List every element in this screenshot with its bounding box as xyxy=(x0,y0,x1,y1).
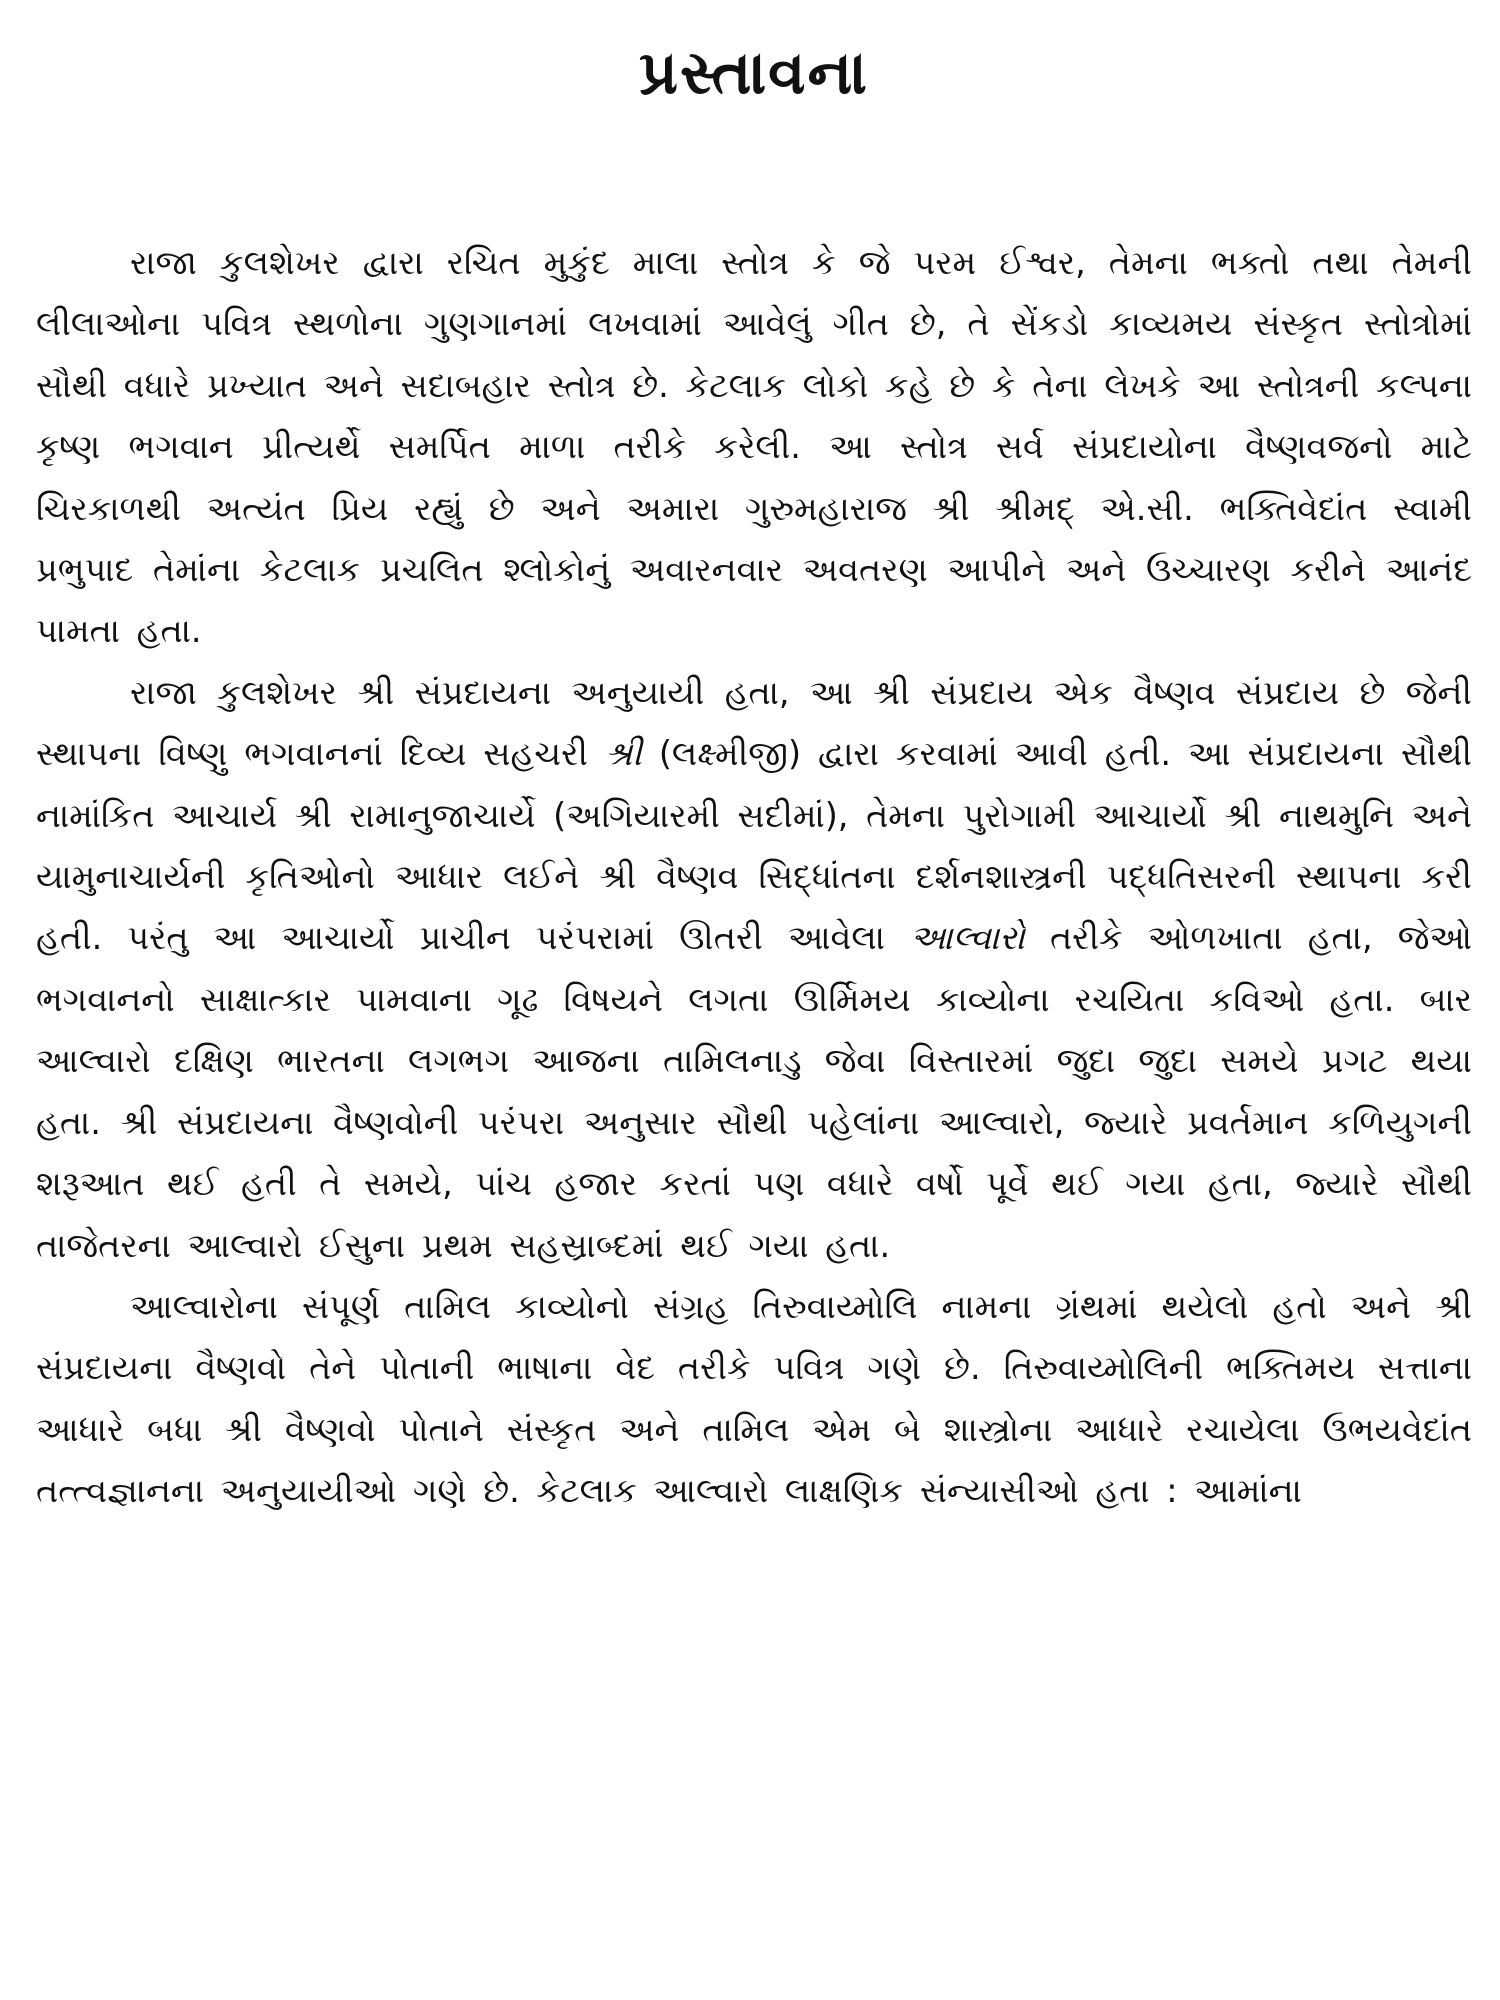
italic-term-alvaro: આલ્વારો xyxy=(910,918,1025,958)
paragraph-text: રાજા કુલશેખર શ્રી સંપ્રદાયના અનુયાયી હતા, આ શ્રી સંપ્રદાય એક વૈષ્ણવ સંપ્રદાય છે જેની સ્થાપના વિષ્ણુ ભગવાનનાં દિવ્ય સહચરી xyxy=(36,672,1472,774)
page-title: પ્રસ્તાવના xyxy=(639,38,869,108)
paragraph-3 xyxy=(36,1276,1472,1522)
paragraph-1 xyxy=(36,232,1472,662)
paragraph-2 xyxy=(36,662,1472,1276)
paragraph-text: તરીકે ઓળખાતા હતા, જેઓ ભગવાનનો સાક્ષાત્કાર પામવાના ગૂઢ વિષયને લગતા ઊર્મિમય કાવ્યોના રચયિતા કવિઓ હતા. બાર આલ્વારો દક્ષિણ ભારતના લગભગ આજના તામિલનાડુ જેવા વિસ્તારમાં જુદા જુદા સમયે પ્રગટ થયા હતા. શ્રી સંપ્રદાયના વૈષ્ણવોની પરંપરા અનુસાર સૌથી પહેલાંના આલ્વારો, જ્યારે પ્રવર્તમાન કળિયુગની શરૂઆત થઈ હતી તે સમયે, પાંચ હજાર કરતાં પણ વધારે વર્ષો પૂર્વે થઈ ગયા હતા, જ્યારે સૌથી તાજેતરના આલ્વારો ઈસુના પ્રથમ સહસ્રાબ્દમાં થઈ ગયા હતા. xyxy=(36,918,1472,1265)
paragraph-text: રાજા કુલશેખર દ્વારા રચિત મુકુંદ માલા સ્તોત્ર કે જે પરમ ઈશ્વર, તેમના ભક્તો તથા તેમની લીલાઓના પવિત્ર સ્થળોના ગુણગાનમાં લખવામાં આવેલું ગીત છે, તે સેંકડો કાવ્યમય સંસ્કૃત સ્તોત્રોમાં સૌથી વધારે પ્રખ્યાત અને સદાબહાર સ્તોત્ર છે. કેટલાક લોકો કહે છે કે તેના લેખકે આ સ્તોત્રની કલ્પના કૃષ્ણ ભગવાન પ્રીત્યર્થે સમર્પિત માળા તરીકે કરેલી. આ સ્તોત્ર સર્વ સંપ્રદાયોના વૈષ્ણવજનો માટે ચિરકાળથી અત્યંત પ્રિય રહ્યું છે અને અમારા ગુરુમહારાજ શ્રી શ્રીમદ્ એ.સી. ભક્તિવેદાંત સ્વામી પ્રભુપાદ તેમાંના કેટલાક પ્રચલિત શ્લોકોનું અવારનવાર અવતરણ આપીને અને ઉચ્ચારણ કરીને આનંદ પામતા હતા. xyxy=(36,243,1472,651)
body-text xyxy=(36,232,1472,1522)
paragraph-text: આલ્વારોના સંપૂર્ણ તામિલ કાવ્યોનો સંગ્રહ તિરુવાય્મોલિ નામના ગ્રંથમાં થયેલો હતો અને શ્રી સંપ્રદાયના વૈષ્ણવો તેને પોતાની ભાષાના વેદ તરીકે પવિત્ર ગણે છે. તિરુવાય્મોલિની ભક્તિમય સત્તાના આધારે બધા શ્રી વૈષ્ણવો પોતાને સંસ્કૃત અને તામિલ એમ બે શાસ્ત્રોના આધારે રચાયેલા ઉભયવેદાંત તત્ત્વજ્ઞાનના અનુયાયીઓ ગણે છે. કેટલાક આલ્વારો લાક્ષણિક સંન્યાસીઓ હતા : આમાંના xyxy=(36,1286,1472,1511)
italic-term-shri: શ્રી xyxy=(604,734,642,774)
paragraph-text: (લક્ષ્મીજી) દ્વારા કરવામાં આવી હતી. આ સંપ્રદાયના સૌથી નામાંકિત આચાર્ય શ્રી રામાનુજાચાર્યે (અગિયારમી સદીમાં), તેમના પુરોગામી આચાર્યો શ્રી નાથમુનિ અને યામુનાચાર્યની કૃતિઓનો આધાર લઈને શ્રી વૈષ્ણવ સિદ્ધાંતના દર્શનશાસ્ત્રની પદ્ધતિસરની સ્થાપના કરી હતી. પરંતુ આ આચાર્યો પ્રાચીન પરંપરામાં ઊતરી આવેલા xyxy=(36,734,1472,958)
